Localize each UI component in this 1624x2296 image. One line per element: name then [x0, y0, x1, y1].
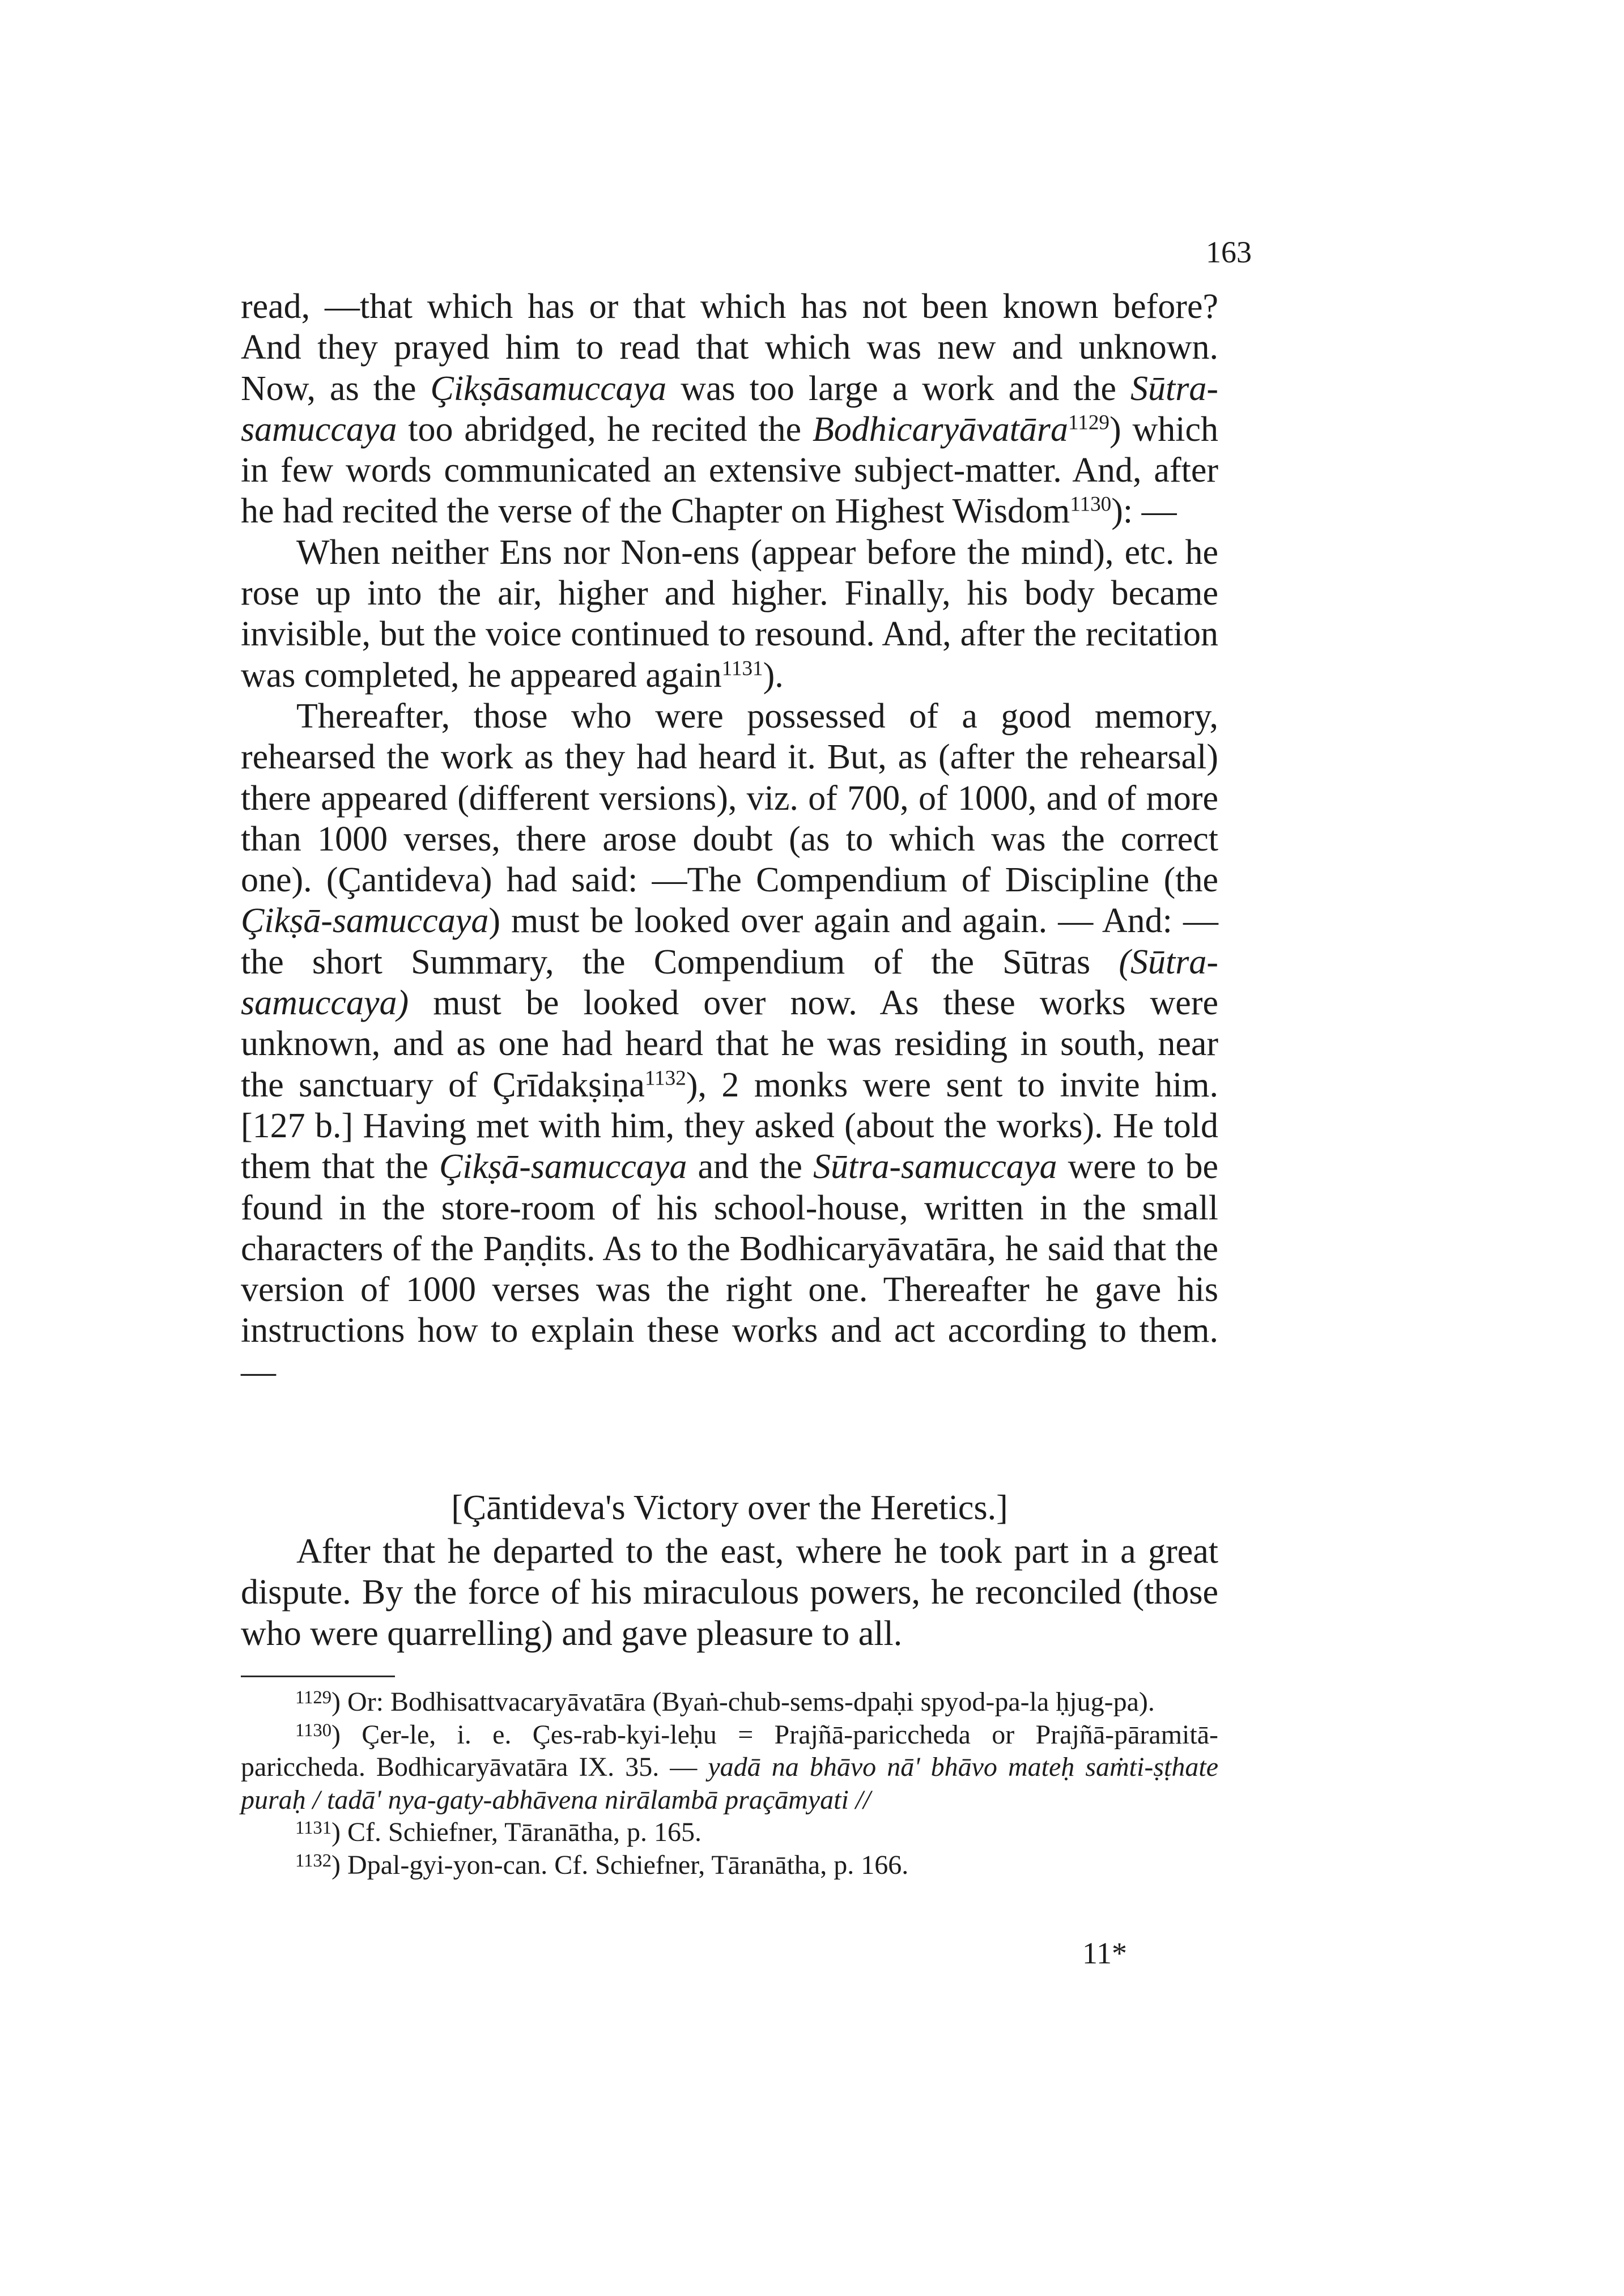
work-title: Sūtra-samuccaya — [241, 369, 1218, 449]
text-run: Thereafter, those who were possessed of a good memory, rehearsed the work as they had heard it. But, as (after the rehearsal) there appeared (different versions), viz. of 700, of 1000, and of more than 1000 verses, there arose doubt (as to which was the correct one). (Çantideva) had said: —The Compendium of Discipline (the — [241, 696, 1218, 900]
footnote-1130 — [241, 1719, 1218, 1817]
text-run: ) which in few words communicated an extensive subject-matter. And, after he had recited the verse of the Chapter on Highest Wisdom — [241, 410, 1218, 531]
footnote-text: ) Dpal-gyi-yon-can. Cf. Schiefner, Tāranātha, p. 166. — [331, 1849, 909, 1880]
footnote-1132 — [241, 1849, 1218, 1882]
text-run: ). — [763, 656, 784, 695]
footnote-text: ) Or: Bodhisattvacaryāvatāra (Byaṅ-chub-sems-dpaḥi spyod-pa-la ḥjug-pa). — [331, 1687, 1155, 1717]
footnotes — [241, 1686, 1218, 1881]
section-paragraph: After that he departed to the east, where he took part in a great dispute. By the force of his miraculous powers, he reconciled (those who were quarrelling) and gave pleasure to all. — [241, 1532, 1218, 1653]
text-run: ), 2 monks were sent to invite him. [127 b.] Having met with him, they asked (about the works). He told them that the — [241, 1065, 1219, 1187]
text-run: must be looked over now. As these works were unknown, and as one had heard that he was residing in south, near the sanctuary of Çrīdakṣiṇa — [241, 984, 1218, 1104]
text-run: ): — — [1111, 492, 1177, 531]
work-title: (Sūtra-samuccaya) — [241, 942, 1218, 1023]
text-run: was too large a work and the — [666, 369, 1130, 408]
footnote-ref: 1131 — [721, 657, 763, 681]
footnote-mark: 1131 — [295, 1817, 332, 1838]
signature-mark: 11* — [1082, 1936, 1127, 1970]
work-title: Çikṣā-samuccaya — [439, 1147, 687, 1187]
text-run: and the — [687, 1147, 813, 1187]
footnote-divider — [241, 1676, 395, 1677]
footnote-ref: 1129 — [1068, 411, 1110, 435]
paragraph-3 — [241, 696, 1218, 1392]
section-heading: [Çāntideva's Victory over the Heretics.] — [451, 1489, 1008, 1527]
footnote-ref: 1132 — [644, 1066, 686, 1090]
work-title: Sūtra-samuccaya — [813, 1147, 1057, 1187]
work-title: Bodhicaryāvatāra — [812, 410, 1069, 449]
paragraph-2 — [241, 532, 1218, 696]
footnote-text: ) Cf. Schiefner, Tāranātha, p. 165. — [331, 1817, 702, 1847]
text-run: were to be found in the store-room of his school-house, written in the small characters of the Paṇḍits. As to the Bodhicaryāvatāra, he said that the version of 1000 verses was the right one. Thereafter he gave his instructions how to explain these works and act according to them. — — [241, 1147, 1218, 1391]
footnote-ref: 1130 — [1070, 493, 1112, 517]
sanskrit-verse: yadā na bhāvo nā' bhāvo mateḥ saṁti-ṣṭhate puraḥ / tadā' nya-gaty-abhāvena nirālambā praçāmyati // — [241, 1752, 1218, 1815]
main-text — [241, 286, 1218, 1392]
footnote-mark: 1132 — [295, 1850, 332, 1871]
footnote-mark: 1130 — [295, 1720, 332, 1741]
text-run: ) must be looked over again and again. — And: —the short Summary, the Compendium of the Sūtras — [241, 902, 1218, 981]
work-title: Çikṣāsamuccaya — [430, 369, 667, 408]
footnote-1131 — [241, 1816, 1218, 1849]
footnote-mark: 1129 — [295, 1687, 332, 1708]
work-title: Çikṣā-samuccaya — [241, 902, 489, 941]
footnote-text: ) Çer-le, i. e. Çes-rab-kyi-leḥu = Prajñā-pariccheda or Prajñā-pāramitā-pariccheda. Bodhicaryāvatāra IX. 35. — — [241, 1719, 1218, 1782]
page-number: 163 — [1206, 235, 1252, 269]
paragraph-1 — [241, 286, 1218, 532]
text-run: When neither Ens nor Non-ens (appear before the mind), etc. he rose up into the air, higher and higher. Finally, his body became invisible, but the voice continued to resound. And, after the recitation was completed, he appeared again — [241, 533, 1218, 695]
text-run: read, —that which has or that which has not been known before? And they prayed him to read that which was new and unknown. Now, as the — [241, 287, 1218, 408]
text-run: too abridged, he recited the — [397, 410, 813, 449]
footnote-1129 — [241, 1686, 1218, 1719]
